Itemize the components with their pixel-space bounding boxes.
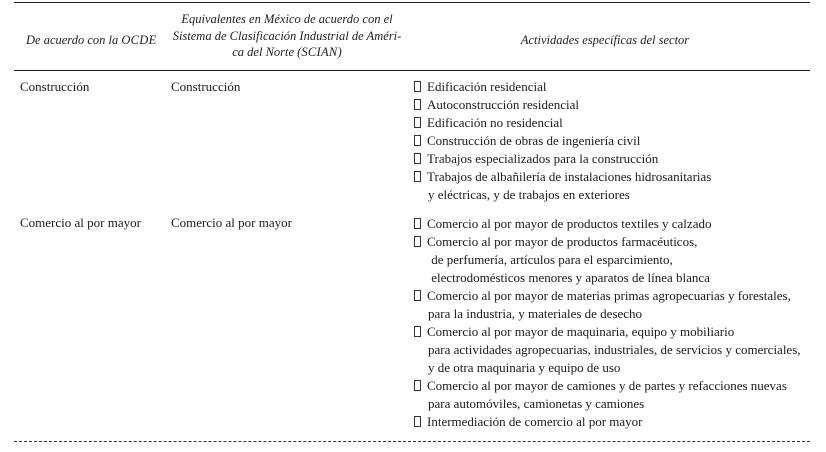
row-ocde-cell: Comercio al por mayor xyxy=(20,215,141,230)
checkbox-square-icon xyxy=(414,117,421,128)
row-scian-cell: Construcción xyxy=(171,79,241,94)
list-item-continuation xyxy=(414,359,814,377)
list-item-text: Trabajos de albañilería de instalaciones hidrosanitarias xyxy=(427,169,712,184)
header-scian-line3-end: ) xyxy=(337,45,342,59)
list-item-text: Comercio al por mayor de productos farmacéuticos, xyxy=(427,234,698,249)
list-item-text: de perfumería, artículos para el esparcimiento, xyxy=(428,252,673,267)
list-item-continuation xyxy=(414,269,814,287)
checkbox-square-icon xyxy=(414,218,421,229)
list-item-text: Construcción de obras de ingeniería civil xyxy=(427,133,641,148)
list-item xyxy=(414,168,814,186)
header-scian-line3 xyxy=(168,44,406,61)
header-scian-line3-text: ca del Norte ( xyxy=(232,45,302,59)
checkbox-square-icon xyxy=(414,380,421,391)
list-item-text: Intermediación de comercio al por mayor xyxy=(427,414,643,429)
list-item-text: para automóviles, camionetas y camiones xyxy=(428,396,645,411)
list-item-continuation xyxy=(414,186,814,204)
list-item xyxy=(414,287,814,305)
checkbox-square-icon xyxy=(414,153,421,164)
activity-list xyxy=(414,78,814,204)
header-scian-line2: Sistema de Clasificación Industrial de Améri- xyxy=(172,28,402,43)
header-ocde xyxy=(26,32,176,49)
list-item xyxy=(414,377,814,395)
list-item xyxy=(414,78,814,96)
list-item-text: Comercio al por mayor de materias primas agropecuarias y forestales, xyxy=(427,288,791,303)
list-item xyxy=(414,114,814,132)
list-item xyxy=(414,233,814,251)
checkbox-square-icon xyxy=(414,135,421,146)
checkbox-square-icon xyxy=(414,81,421,92)
list-item-text: para la industria, y materiales de desecho xyxy=(428,306,643,321)
row-scian-cell: Comercio al por mayor xyxy=(171,215,292,230)
checkbox-square-icon xyxy=(414,171,421,182)
list-item xyxy=(414,413,814,431)
checkbox-square-icon xyxy=(414,99,421,110)
header-scian xyxy=(168,11,406,61)
list-item-text: y eléctricas, y de trabajos en exteriores xyxy=(428,187,630,202)
list-item-text: Comercio al por mayor de maquinaria, equipo y mobiliario xyxy=(427,324,735,339)
list-item-text: Autoconstrucción residencial xyxy=(427,97,579,112)
list-item-text: Comercio al por mayor de productos textiles y calzado xyxy=(427,216,712,231)
list-item-text: Edificación residencial xyxy=(427,79,547,94)
table-top-rule xyxy=(14,2,810,3)
row-ocde-cell: Construcción xyxy=(20,79,90,94)
list-item-text: Trabajos especializados para la construcción xyxy=(427,151,659,166)
list-item xyxy=(414,132,814,150)
header-activities: Actividades específicas del sector xyxy=(520,33,690,47)
checkbox-square-icon xyxy=(414,290,421,301)
list-item-text: electrodomésticos menores y aparatos de línea blanca xyxy=(428,270,710,285)
list-item xyxy=(414,215,814,233)
checkbox-square-icon xyxy=(414,326,421,337)
header-ocde-text: De acuerdo con la xyxy=(26,33,122,47)
list-item-text: y de otra maquinaria y equipo de uso xyxy=(428,360,621,375)
list-item-continuation xyxy=(414,395,814,413)
list-item-text: Edificación no residencial xyxy=(427,115,563,130)
table-bottom-rule xyxy=(14,441,810,442)
list-item-continuation xyxy=(414,341,814,359)
list-item-continuation xyxy=(414,305,814,323)
header-ocde-abbr: OCDE xyxy=(121,33,157,47)
list-item-text: para actividades agropecuarias, industriales, de servicios y comerciales, xyxy=(428,342,801,357)
checkbox-square-icon xyxy=(414,236,421,247)
activity-list xyxy=(414,215,814,431)
list-item-text: Comercio al por mayor de camiones y de partes y refacciones nuevas xyxy=(427,378,787,393)
list-item-continuation xyxy=(414,251,814,269)
header-scian-abbr: SCIAN xyxy=(301,45,338,59)
list-item xyxy=(414,150,814,168)
header-rule xyxy=(14,70,810,71)
list-item xyxy=(414,96,814,114)
checkbox-square-icon xyxy=(414,416,421,427)
header-scian-line1: Equivalentes en México de acuerdo con el xyxy=(181,12,393,26)
list-item xyxy=(414,323,814,341)
